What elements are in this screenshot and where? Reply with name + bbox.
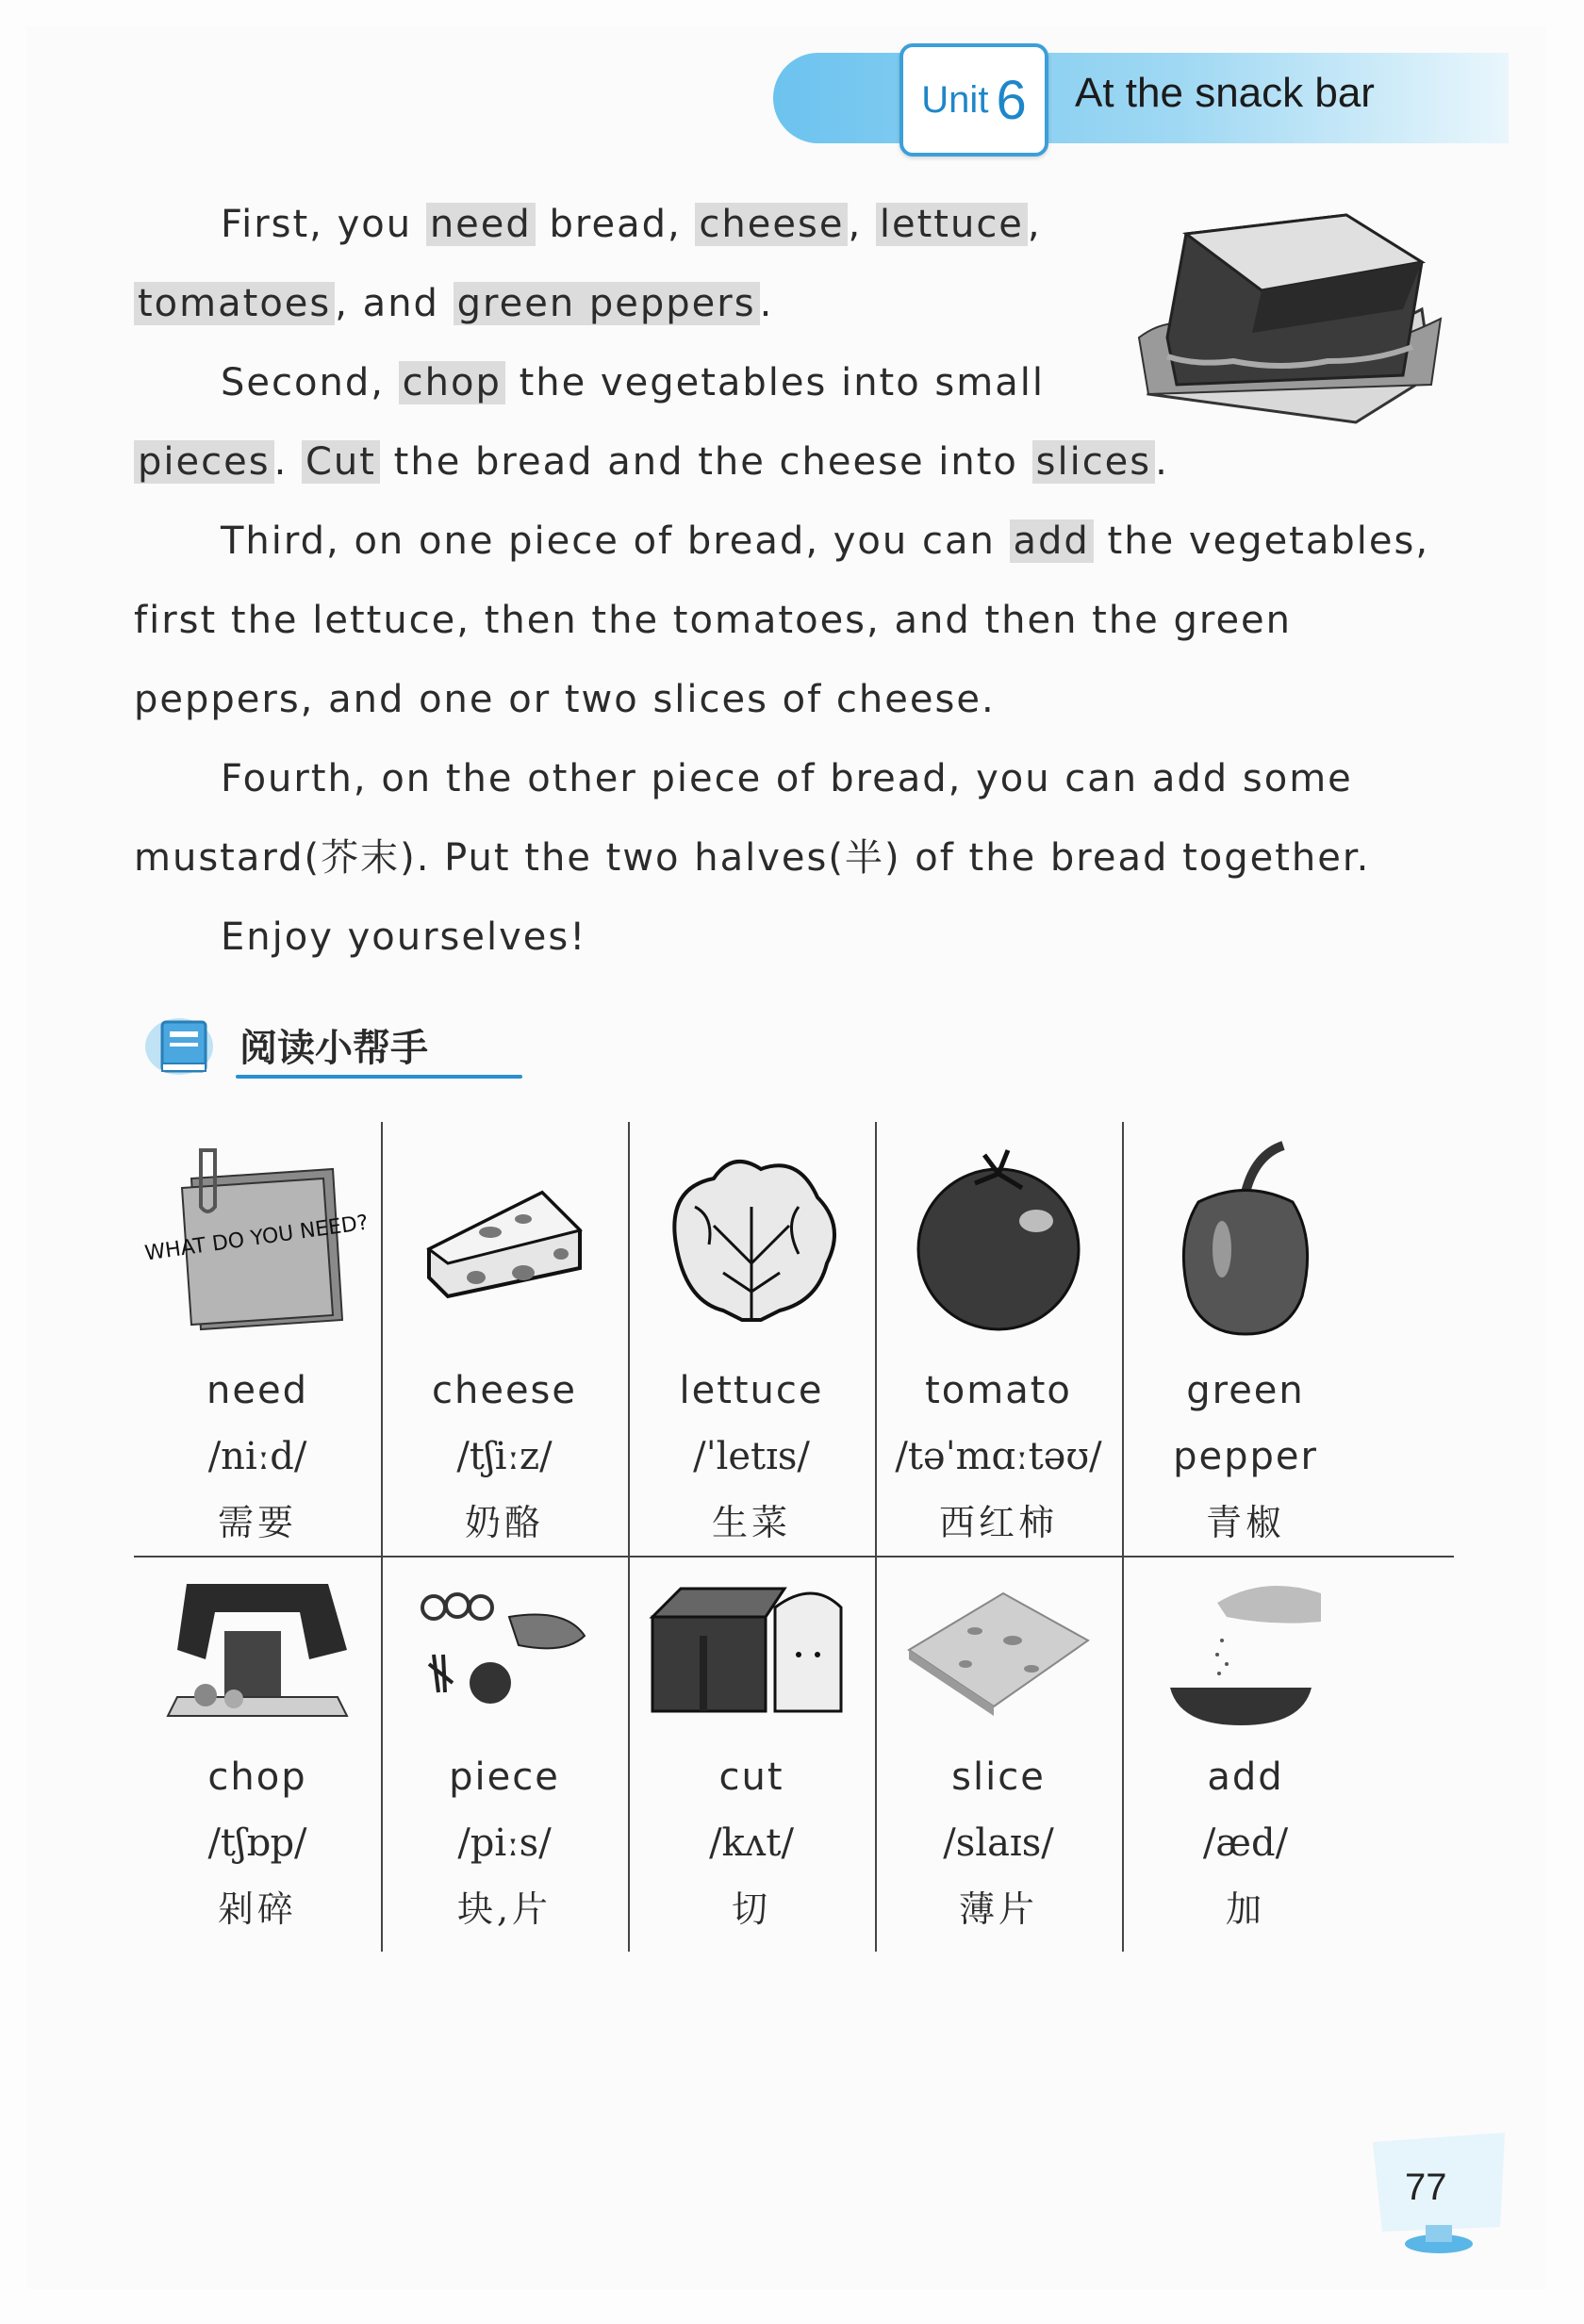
reading-helper-label: 阅读小帮手 — [239, 1027, 428, 1070]
vocab-ipa: /æd/ — [1202, 1821, 1289, 1865]
cheese-icon — [420, 1174, 589, 1306]
vocab-word: tomato — [925, 1369, 1072, 1412]
vocab-meaning: 剁碎 — [217, 1888, 297, 1930]
sandwich-icon — [1120, 196, 1450, 432]
vocab-meaning: 西红柿 — [938, 1502, 1058, 1543]
text-span: Second, — [221, 361, 399, 404]
text-span: , — [1027, 203, 1042, 246]
vocab-ipa: /kʌt/ — [709, 1821, 794, 1865]
vocab-meaning: 奶酪 — [464, 1502, 544, 1543]
vocab-word: cut — [718, 1755, 784, 1799]
vocab-meaning: 薄片 — [958, 1888, 1038, 1930]
highlight-word: add — [1010, 519, 1094, 563]
vocab-card-tomato — [875, 1122, 1122, 1556]
paragraph-third — [134, 502, 1454, 739]
vocab-word: cheese — [431, 1369, 577, 1412]
vocab-ipa: /tʃɒp/ — [207, 1821, 307, 1865]
paragraph-fifth: Enjoy yourselves! — [221, 915, 587, 959]
vocab-card-chop — [134, 1565, 381, 1942]
grid-row-divider — [134, 1556, 1454, 1558]
highlight-word: chop — [399, 361, 505, 404]
paragraph-fourth: Fourth, on the other piece of bread, you can add some mustard(芥末). Put the two halves(半) of the bread together. — [134, 757, 1371, 880]
vocab-ipa: /niːd/ — [207, 1435, 307, 1478]
highlight-word: tomatoes — [134, 282, 335, 325]
unit-badge — [899, 43, 1048, 157]
reading-helper-heading — [141, 1007, 537, 1082]
highlight-word: green peppers — [454, 282, 760, 325]
note-text: WHAT DO YOU NEED? — [143, 1211, 371, 1266]
highlight-word: need — [426, 203, 536, 246]
green-pepper-icon — [1170, 1136, 1321, 1343]
chop-icon — [158, 1574, 356, 1735]
vocab-meaning: 切 — [731, 1888, 771, 1930]
add-seasoning-icon — [1151, 1574, 1340, 1735]
unit-number: 6 — [996, 69, 1027, 131]
vocab-meaning: 块,片 — [456, 1888, 553, 1930]
vocab-ipa: /təˈmɑːtəʊ/ — [895, 1435, 1102, 1478]
vocab-card-lettuce — [628, 1122, 875, 1556]
paragraph-second — [134, 343, 1209, 502]
vocab-card-cheese — [381, 1122, 628, 1556]
vocab-word: add — [1207, 1755, 1284, 1799]
highlight-word: lettuce — [876, 203, 1028, 246]
vocab-card-piece — [381, 1565, 628, 1942]
text-span: bread, — [535, 203, 696, 246]
paragraph-first — [134, 185, 1096, 343]
vocab-word: slice — [951, 1755, 1046, 1799]
highlight-word: pieces — [134, 440, 274, 484]
unit-title: At the snack bar — [1075, 70, 1375, 116]
text-span: . — [1155, 440, 1169, 484]
text-span: . — [273, 440, 302, 484]
vocab-meaning: 加 — [1225, 1888, 1265, 1930]
highlight-word: slices — [1032, 440, 1156, 484]
vocab-word: green pepper — [1173, 1369, 1318, 1478]
vocab-ipa: /piːs/ — [457, 1821, 552, 1865]
highlight-word: cheese — [695, 203, 848, 246]
cheese-slice-icon — [899, 1584, 1097, 1725]
helper-underline — [236, 1075, 522, 1079]
text-span: the vegetables, first the lettuce, then the tomatoes, and then the green peppers, and one or two slices of cheese. — [134, 519, 1430, 721]
text-span: First, you — [221, 203, 426, 246]
vocab-card-cut — [628, 1565, 875, 1942]
vocab-card-add — [1122, 1565, 1369, 1942]
vocab-word: need — [206, 1369, 308, 1412]
pieces-icon — [405, 1579, 603, 1730]
unit-word: Unit — [921, 78, 989, 121]
text-span: Third, on one piece of bread, you can — [221, 519, 1010, 563]
page-number: 77 — [1405, 2167, 1447, 2208]
book-icon — [141, 1007, 236, 1082]
vocab-meaning: 生菜 — [711, 1502, 791, 1543]
vocab-card-green-pepper — [1122, 1122, 1369, 1556]
vocab-ipa: /tʃiːz/ — [456, 1435, 553, 1478]
what-do-you-need-note-icon — [143, 1141, 371, 1339]
highlight-word: Cut — [302, 440, 380, 484]
vocab-word: piece — [449, 1755, 560, 1799]
cut-bread-icon — [643, 1579, 860, 1730]
vocab-card-slice — [875, 1565, 1122, 1942]
vocab-word: lettuce — [679, 1369, 824, 1412]
vocabulary-grid — [134, 1122, 1454, 1970]
text-span: , and — [335, 282, 454, 325]
vocab-card-need — [134, 1122, 381, 1556]
text-span: . — [759, 282, 774, 325]
text-span: the bread and the cheese into — [379, 440, 1032, 484]
text-span: , — [848, 203, 876, 246]
lettuce-icon — [657, 1150, 846, 1329]
text-span: the vegetables into small — [504, 361, 1045, 404]
page-number-badge — [1363, 2123, 1514, 2265]
vocab-word: chop — [207, 1755, 307, 1799]
vocab-ipa: /slaɪs/ — [943, 1821, 1054, 1865]
vocab-meaning: 需要 — [217, 1502, 297, 1543]
vocab-meaning: 青椒 — [1205, 1502, 1285, 1543]
vocab-ipa: /ˈletɪs/ — [693, 1435, 810, 1478]
tomato-icon — [904, 1146, 1093, 1334]
